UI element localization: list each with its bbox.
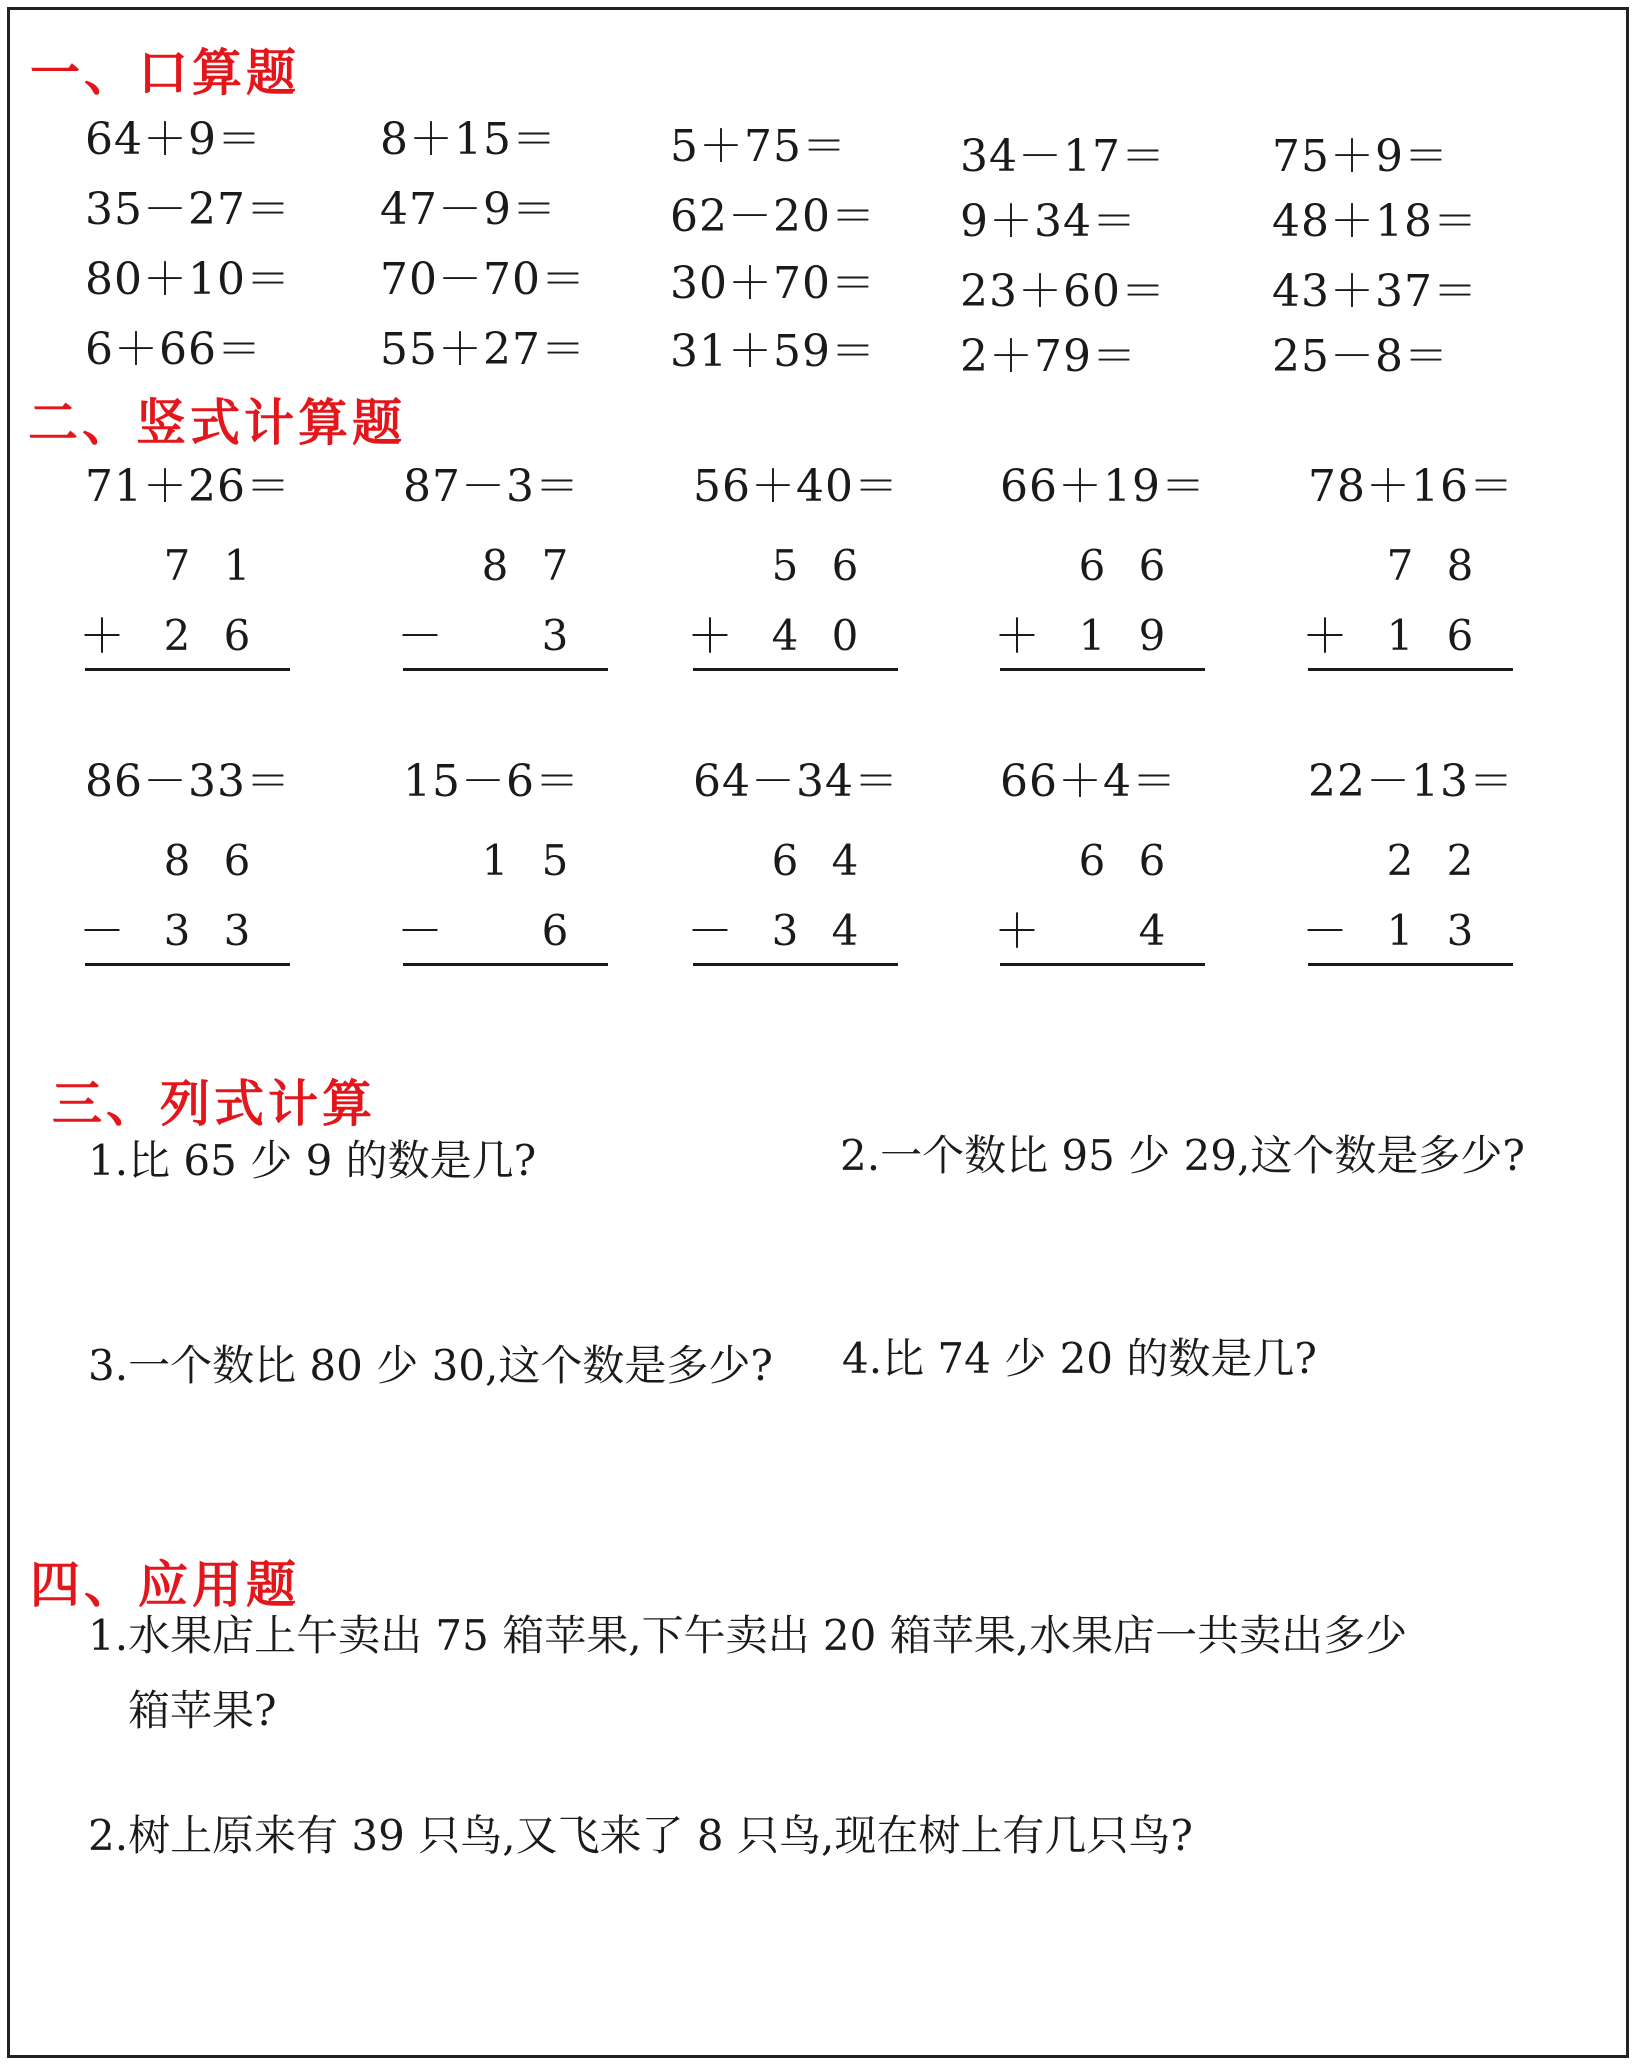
- top-digit: 2: [1386, 836, 1414, 885]
- vertical-problem-expression: 64－34＝: [693, 756, 899, 807]
- bottom-digit: 3: [771, 906, 799, 955]
- operator-sign: －: [687, 904, 733, 958]
- vertical-problem-expression: 15－6＝: [403, 756, 580, 807]
- bottom-digit: 3: [163, 906, 191, 955]
- question-3-2: 2.一个数比 95 少 29,这个数是多少?: [840, 1131, 1525, 1180]
- operator-sign: ＋: [687, 609, 733, 663]
- question-3-4: 4.比 74 少 20 的数是几?: [842, 1334, 1317, 1383]
- operator-sign: －: [397, 609, 443, 663]
- vertical-problem-expression: 87－3＝: [403, 461, 580, 512]
- answer-line: [1000, 963, 1205, 966]
- oral-problem: 62－20＝: [670, 191, 876, 242]
- oral-problem: 75＋9＝: [1272, 131, 1449, 182]
- oral-problem: 64＋9＝: [85, 114, 262, 165]
- oral-problem: 70－70＝: [380, 254, 586, 305]
- question-4-1-line1: 1.水果店上午卖出 75 箱苹果,下午卖出 20 箱苹果,水果店一共卖出多少: [88, 1611, 1408, 1660]
- vertical-problem-expression: 22－13＝: [1308, 756, 1514, 807]
- section1-title: 一、口算题: [30, 43, 300, 102]
- vertical-problem-expression: 56＋40＝: [693, 461, 899, 512]
- operator-sign: －: [79, 904, 125, 958]
- oral-problem: 31＋59＝: [670, 326, 876, 377]
- vertical-problem-expression: 78＋16＝: [1308, 461, 1514, 512]
- answer-line: [85, 963, 290, 966]
- bottom-digit: 4: [771, 611, 799, 660]
- oral-problem: 2＋79＝: [960, 331, 1137, 382]
- oral-problem: 80＋10＝: [85, 254, 291, 305]
- top-digit: 6: [1078, 836, 1106, 885]
- vertical-problem-expression: 86－33＝: [85, 756, 291, 807]
- oral-problem: 8＋15＝: [380, 114, 557, 165]
- oral-problem: 23＋60＝: [960, 266, 1166, 317]
- oral-problem: 34－17＝: [960, 131, 1166, 182]
- operator-sign: ＋: [79, 609, 125, 663]
- section3-title: 三、列式计算: [52, 1074, 376, 1133]
- top-digit: 8: [481, 541, 509, 590]
- question-3-1: 1.比 65 少 9 的数是几?: [88, 1136, 537, 1185]
- question-3-3: 3.一个数比 80 少 30,这个数是多少?: [88, 1341, 773, 1390]
- oral-problem: 48＋18＝: [1272, 196, 1478, 247]
- bottom-digit: 6: [1446, 611, 1474, 660]
- top-digit: 7: [1386, 541, 1414, 590]
- top-digit: 7: [163, 541, 191, 590]
- oral-problem: 43＋37＝: [1272, 266, 1478, 317]
- top-digit: 5: [771, 541, 799, 590]
- operator-sign: ＋: [994, 609, 1040, 663]
- oral-problem: 9＋34＝: [960, 196, 1137, 247]
- operator-sign: ＋: [1302, 609, 1348, 663]
- question-4-1-line2: 箱苹果?: [128, 1686, 277, 1735]
- bottom-digit: 9: [1138, 611, 1166, 660]
- bottom-digit: 2: [163, 611, 191, 660]
- top-digit: 6: [1138, 836, 1166, 885]
- answer-line: [85, 668, 290, 671]
- answer-line: [1000, 668, 1205, 671]
- bottom-digit: 1: [1078, 611, 1106, 660]
- answer-line: [1308, 668, 1513, 671]
- answer-line: [1308, 963, 1513, 966]
- section2-title: 二、竖式计算题: [28, 393, 406, 452]
- oral-problem: 30＋70＝: [670, 258, 876, 309]
- bottom-digit: 4: [831, 906, 859, 955]
- top-digit: 7: [541, 541, 569, 590]
- oral-problem: 35－27＝: [85, 184, 291, 235]
- operator-sign: ＋: [994, 904, 1040, 958]
- top-digit: 8: [163, 836, 191, 885]
- bottom-digit: 6: [541, 906, 569, 955]
- section4-title: 四、应用题: [30, 1555, 300, 1614]
- bottom-digit: 0: [831, 611, 859, 660]
- top-digit: 6: [831, 541, 859, 590]
- bottom-digit: 4: [1138, 906, 1166, 955]
- bottom-digit: 3: [1446, 906, 1474, 955]
- top-digit: 2: [1446, 836, 1474, 885]
- operator-sign: －: [1302, 904, 1348, 958]
- top-digit: 6: [223, 836, 251, 885]
- answer-line: [693, 963, 898, 966]
- top-digit: 1: [223, 541, 251, 590]
- oral-problem: 47－9＝: [380, 184, 557, 235]
- bottom-digit: 1: [1386, 906, 1414, 955]
- answer-line: [403, 668, 608, 671]
- vertical-problem-expression: 66＋19＝: [1000, 461, 1206, 512]
- oral-problem: 55＋27＝: [380, 324, 586, 375]
- top-digit: 8: [1446, 541, 1474, 590]
- vertical-problem-expression: 71＋26＝: [85, 461, 291, 512]
- top-digit: 1: [481, 836, 509, 885]
- answer-line: [693, 668, 898, 671]
- top-digit: 6: [1078, 541, 1106, 590]
- operator-sign: －: [397, 904, 443, 958]
- top-digit: 6: [771, 836, 799, 885]
- top-digit: 4: [831, 836, 859, 885]
- oral-problem: 6＋66＝: [85, 324, 262, 375]
- bottom-digit: 6: [223, 611, 251, 660]
- oral-problem: 5＋75＝: [670, 121, 847, 172]
- bottom-digit: 3: [541, 611, 569, 660]
- vertical-problem-expression: 66＋4＝: [1000, 756, 1177, 807]
- bottom-digit: 3: [223, 906, 251, 955]
- oral-problem: 25－8＝: [1272, 331, 1449, 382]
- bottom-digit: 1: [1386, 611, 1414, 660]
- question-4-2: 2.树上原来有 39 只鸟,又飞来了 8 只鸟,现在树上有几只鸟?: [88, 1811, 1193, 1860]
- answer-line: [403, 963, 608, 966]
- top-digit: 6: [1138, 541, 1166, 590]
- top-digit: 5: [541, 836, 569, 885]
